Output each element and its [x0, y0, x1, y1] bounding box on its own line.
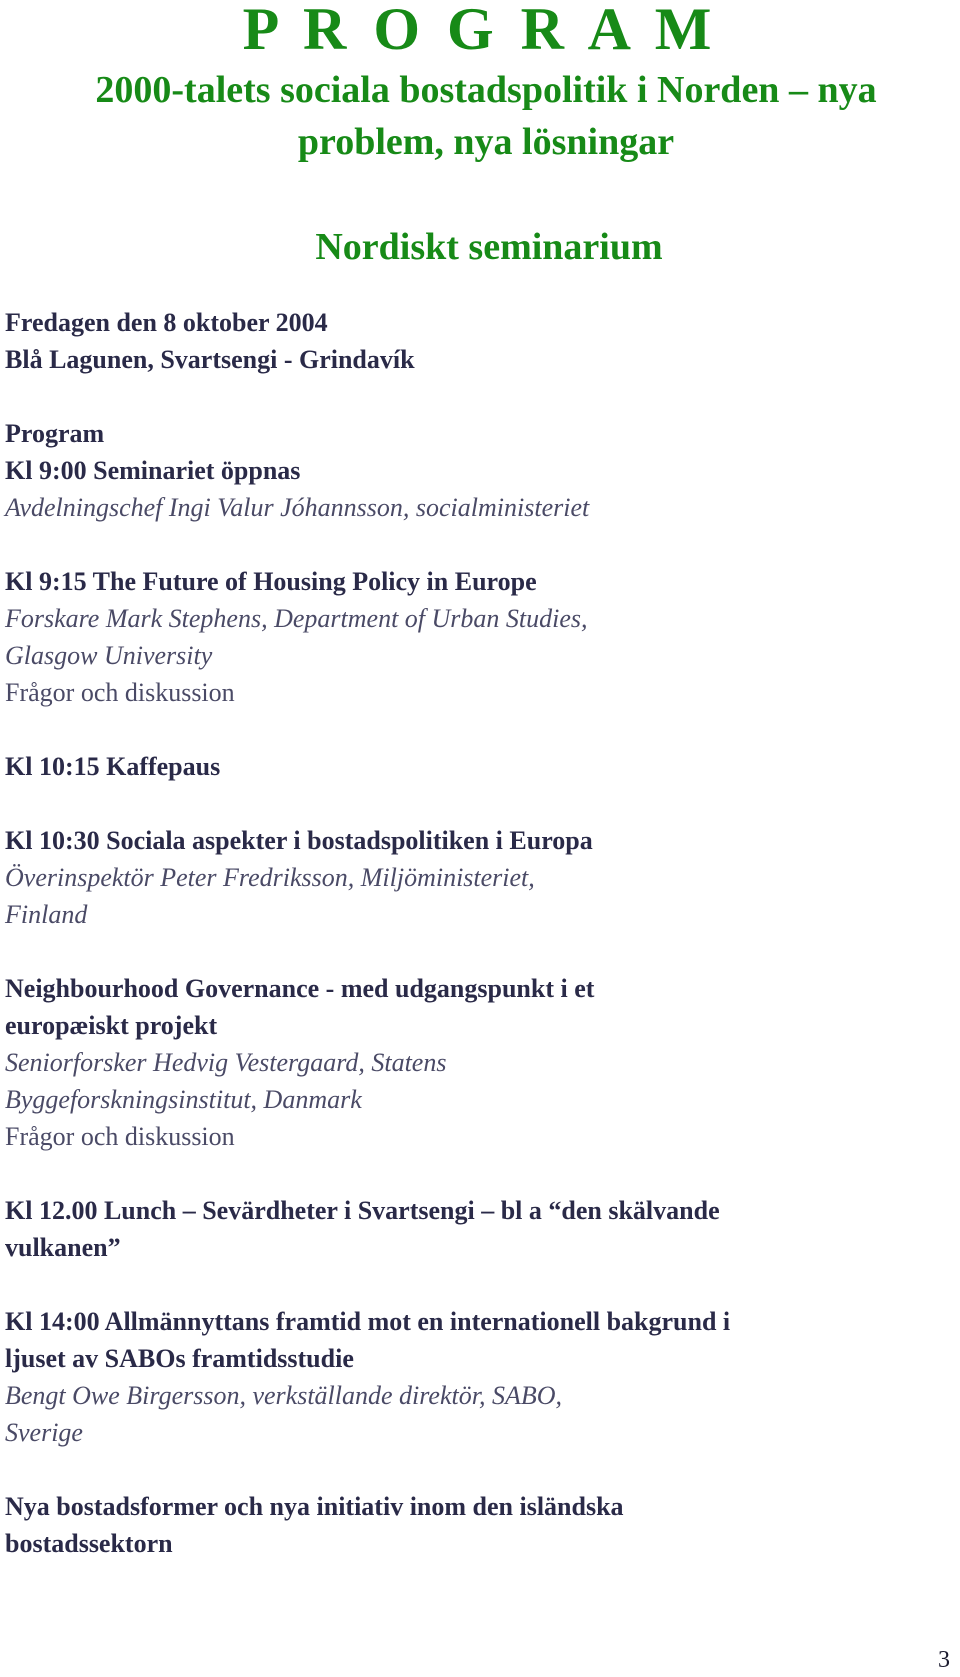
agenda-item-note: Frågor och diskussion	[5, 1122, 235, 1151]
agenda-item-title: Kl 12.00 Lunch – Sevärdheter i Svartsengi – bl a “den skälvande	[5, 1196, 720, 1225]
spacer	[5, 1155, 935, 1192]
subtitle-line-1: 2000-talets sociala bostadspolitik i Norden – nya	[95, 69, 877, 111]
spacer	[5, 785, 935, 822]
agenda-item-note: Frågor och diskussion	[5, 678, 235, 707]
event-date: Fredagen den 8 oktober 2004	[5, 308, 328, 337]
agenda-item-title: ljuset av SABOs framtidsstudie	[5, 1344, 354, 1373]
agenda-item-title: Kl 9:15 The Future of Housing Policy in Europe	[5, 567, 537, 596]
agenda-item-speaker: Glasgow University	[5, 641, 213, 670]
program-body	[5, 304, 935, 1562]
agenda-item-speaker: Avdelningschef Ingi Valur Jóhannsson, socialministeriet	[5, 493, 590, 522]
agenda-item-title: Kl 9:00 Seminariet öppnas	[5, 456, 301, 485]
spacer	[5, 1266, 935, 1303]
agenda-item-title: Kl 10:30 Sociala aspekter i bostadspolitiken i Europa	[5, 826, 593, 855]
agenda-item-title: vulkanen”	[5, 1233, 121, 1262]
seminar-heading: Nordiskt seminarium	[315, 226, 663, 268]
agenda-item-speaker: Byggeforskningsinstitut, Danmark	[5, 1085, 362, 1114]
seminar-subtitle	[0, 64, 960, 168]
agenda-item-speaker: Forskare Mark Stephens, Department of Urban Studies,	[5, 604, 588, 633]
spacer	[5, 1451, 935, 1488]
agenda-item-title: Neighbourhood Governance - med udgangspunkt i et	[5, 974, 595, 1003]
agenda-item-title: Kl 10:15 Kaffepaus	[5, 752, 221, 781]
agenda-item-speaker: Överinspektör Peter Fredriksson, Miljöministeriet,	[5, 863, 535, 892]
spacer	[5, 526, 935, 563]
spacer	[5, 711, 935, 748]
agenda-item-title: bostadssektorn	[5, 1529, 173, 1558]
spacer	[5, 378, 935, 415]
agenda-item-speaker: Bengt Owe Birgersson, verkställande direktör, SABO,	[5, 1381, 562, 1410]
program-heading: Program	[5, 419, 105, 448]
agenda-item-title: Kl 14:00 Allmännyttans framtid mot en internationell bakgrund i	[5, 1307, 731, 1336]
agenda-item-speaker: Finland	[5, 900, 88, 929]
agenda-item-title: Nya bostadsformer och nya initiativ inom den isländska	[5, 1492, 624, 1521]
program-title: P R O G R A M	[242, 0, 718, 62]
agenda-item-speaker: Sverige	[5, 1418, 83, 1447]
spacer	[5, 933, 935, 970]
event-location: Blå Lagunen, Svartsengi - Grindavík	[5, 345, 415, 374]
agenda-item-speaker: Seniorforsker Hedvig Vestergaard, Statens	[5, 1048, 447, 1077]
agenda-item-title: europæiskt projekt	[5, 1011, 218, 1040]
subtitle-line-2: problem, nya lösningar	[297, 121, 675, 163]
page-number: 3	[938, 1647, 950, 1673]
